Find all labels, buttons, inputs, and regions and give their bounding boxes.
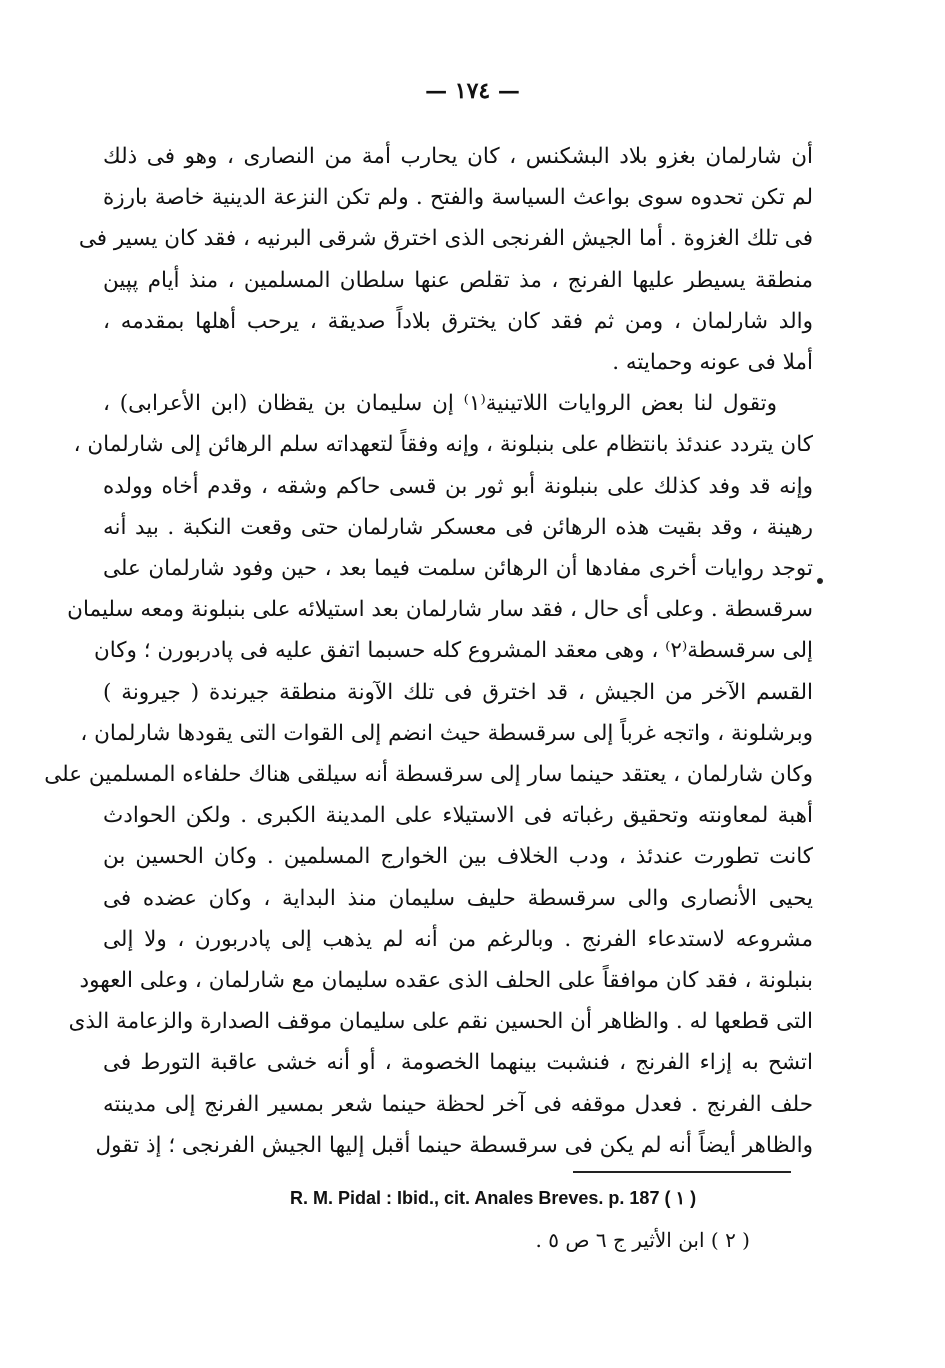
text-line: وبرشلونة ، واتجه غرباً إلى سرقسطة حيث انضم إلى القوات التى يقودها شارلمان ، [80,720,813,746]
text-line: كان يتردد عندئذ بانتظام على بنبلونة ، وإنه وفقاً لتعهداته سلم الرهائن إلى شارلمان ، [73,432,813,458]
paragraph-1 [78,136,813,383]
text-line: بنبلونة ، فقد كان موافقاً على الحلف الذى عقده سليمان مع شارلمان ، وعلى العهود [79,968,813,994]
footnote-separator [573,1171,791,1173]
text-line: وإنه قد وفد كذلك على بنبلونة أبو ثور بن قسى حاكم وشقه ، وقدم أخاه وولده [103,473,813,499]
text-line: يحيى الأنصارى والى سرقسطة حليف سليمان منذ البداية ، وكان عضده فى [103,885,813,911]
text-line: مشروعه لاستدعاء الفرنج . وبالرغم من أنه لم يذهب إلى پادربورن ، ولا إلى [103,926,813,952]
text-line: حلف الفرنج . فعدل موقفه فى آخر لحظة حينما شعر بمسير الفرنج إلى مدينته [103,1091,813,1117]
text-line: القسم الآخر من الجيش ، قد اخترق فى تلك الآونة منطقة جيرندة ( جيرونة ) [103,679,813,705]
text-line: أهبة لمعاونته وتحقيق رغباته فى الاستيلاء على المدينة الكبرى . ولكن الحوادث [103,803,813,829]
text-line: كانت تطورت عندئذ ، ودب الخلاف بين الخوارج المسلمين . وكان الحسين بن [103,844,813,870]
text-line: منطقة يسيطر عليها الفرنج ، مذ تقلص عنها سلطان المسلمين ، منذ أيام پپين [103,267,813,293]
text-line: إلى سرقسطة⁽٢⁾ ، وهى معقد المشروع كله حسبما اتفق عليه فى پادربورن ؛ وكان [93,638,813,664]
text-line: رهينة ، وقد بقيت هذه الرهائن فى معسكر شارلمان حتى وقعت النكبة . بيد أنه [103,514,813,540]
text-line: التى قطعها له . والظاهر أن الحسين نقم على سليمان موقف الصدارة والزعامة الذى [68,1009,813,1035]
footnote-2: ( ٢ ) ابن الأثير ج ٦ ص ٥ . [535,1228,750,1252]
text-line: وتقول لنا بعض الروايات اللاتينية⁽١⁾ إن سليمان بن يقظان (ابن الأعرابى) ، [103,391,778,417]
text-line: وكان شارلمان ، يعتقد حينما سار إلى سرقسطة أنه سيلقى هناك حلفاءه المسلمين على [44,762,813,788]
text-line: أملا فى عونه وحمايته . [612,350,813,376]
text-line: والد شارلمان ، ومن ثم فقد كان يخترق بلاداً صديقة ، يرحب أهلها بمقدمه ، [103,308,813,334]
text-line: والظاهر أيضاً أنه لم يكن فى سرقسطة حينما أقبل إليها الجيش الفرنجى ؛ إذ تقول [95,1132,813,1158]
page-number: — ١٧٤ — [425,78,520,104]
text-line: أن شارلمان بغزو بلاد البشكنس ، كان يحارب أمة من النصارى ، وهو فى ذلك [103,144,813,169]
text-line: توجد روايات أخرى مفادها أن الرهائن سلمت فيما بعد ، حين وفود شارلمان على [103,556,813,582]
body-text [44,136,813,1166]
paragraph-2 [44,383,813,1166]
text-line: سرقسطة . وعلى أى حال ، فقد سار شارلمان بعد استيلائه على بنبلونة ومعه سليمان [67,597,813,623]
text-line: لم تكن تحدوه سوى بواعث السياسة والفتح . ولم تكن النزعة الدينية خاصة بارزة [103,185,813,211]
text-line: فى تلك الغزوة . أما الجيش الفرنجى الذى اخترق شرقى البرنيه ، فقد كان يسير فى [78,226,813,252]
ink-speck [817,578,823,584]
text-line: اتشح به إزاء الفرنج ، فنشبت بينهما الخصومة ، أو أنه خشى عاقبة التورط فى [103,1050,813,1076]
footnote-1: R. M. Pidal : Ibid., cit. Anales Breves. p. 187 ( ١ ) [290,1188,697,1208]
